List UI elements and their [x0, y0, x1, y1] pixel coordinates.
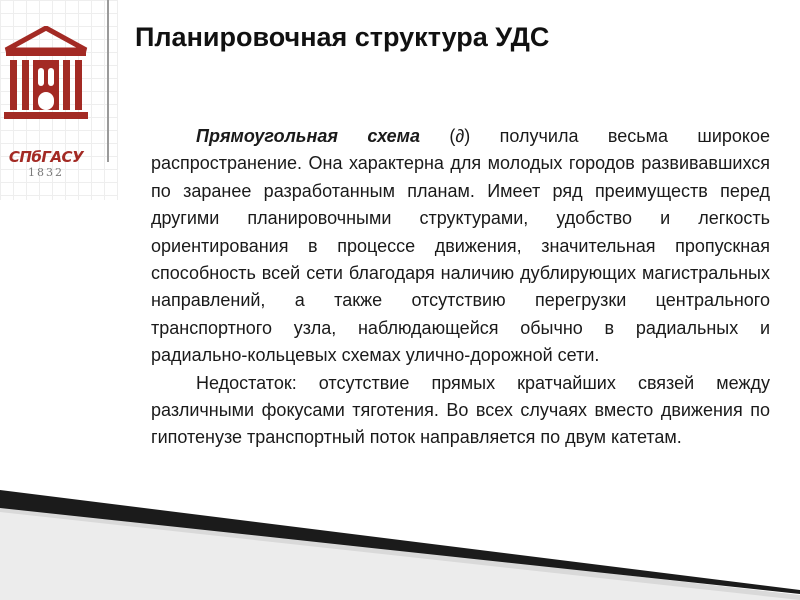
logo-name: СПбГАСУ — [8, 148, 84, 166]
body-text — [151, 123, 770, 452]
slide-title: Планировочная структура УДС — [135, 22, 550, 52]
paragraph-1-rest: (∂) получила весьма широкое распространение. Она характерна для молодых городов развивавшихся по заранее разработанным планам. Имеет ряд преимуществ перед другими планировочными структурами, удобство и легкость ориентирования в процессе движения, значительная пропускная способность всей сети благодаря наличию дублирующих магистральных направлений, а также отсутствию перегрузки центрального транспортного узла, наблюдающейся обычно в радиальных и радиально-кольцевых схемах улично-дорожной сети. — [151, 126, 770, 366]
paragraph-2: Недостаток: отсутствие прямых кратчайших связей между различными фокусами тяготения. Во всех случаях вместо движения по гипотенузе транспортный поток направляется по двум катетам. — [151, 372, 770, 448]
paragraph-1-lead: Прямоугольная схема — [196, 126, 420, 146]
logo-year: 1832 — [28, 166, 64, 179]
vertical-divider — [107, 0, 109, 162]
university-logo — [2, 26, 90, 179]
paragraph-1 — [151, 123, 770, 370]
swoosh-decoration — [0, 490, 800, 600]
building-icon — [2, 26, 90, 122]
